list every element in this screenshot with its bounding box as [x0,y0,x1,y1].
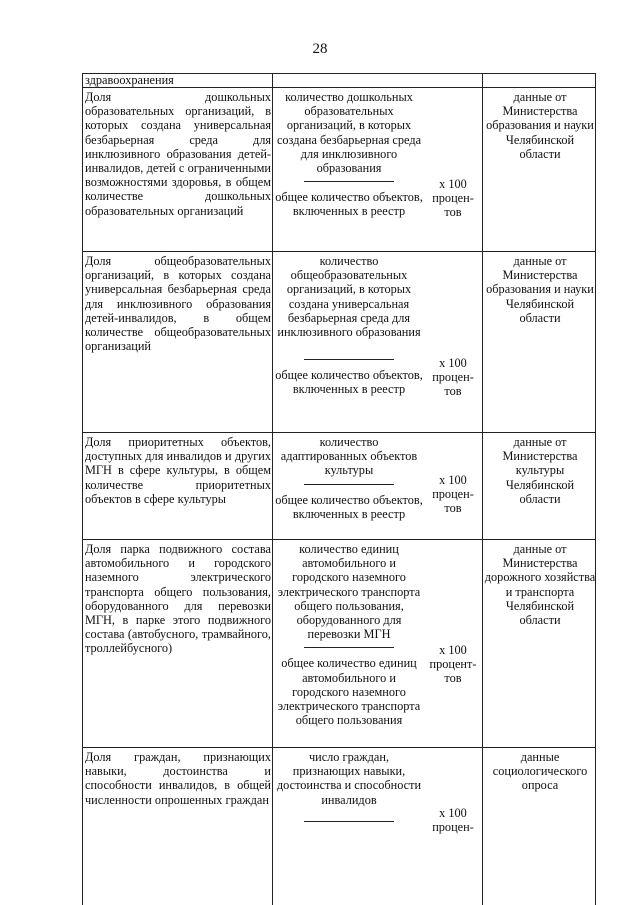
indicator-cell: Доля граждан, признающих навыки, достоинства и способности инвалидов, в общей численности опрошенных граждан [85,750,271,807]
fraction-line [304,821,394,822]
table-border-left [82,73,83,905]
source-cell: данные от Министерства дорожного хозяйства и транспорта Челябинской области [484,542,596,628]
formula-cell [274,750,424,830]
source-cell: данные от Министерства образования и науки Челябинской области [486,90,594,161]
multiplier-cell: х 100 процен-тов [432,473,474,516]
fraction-line [304,181,394,182]
indicator-cell: Доля приоритетных объектов, доступных для инвалидов и других МГН в сфере культуры, в общем количестве приоритетных объектов в сфере культуры [85,435,271,506]
page-number: 28 [312,41,328,57]
fraction-line [304,359,394,360]
multiplier-cell: х 100 процент-тов [429,643,477,686]
row-separator [82,251,596,252]
formula-numerator: количество общеобразовательных организаций, в которых создана универсальная безбарьерная среда для инклюзивного образования [277,254,421,340]
formula-denominator: общее количество объектов, включенных в реестр [275,368,423,397]
formula-cell [274,90,424,219]
indicator-cell: Доля общеобразовательных организаций, в которых создана универсальная безбарьерная среда для инклюзивного образования детей-инвалидов, в общем количестве общеобразовательных организаций [85,254,271,354]
formula-cell [274,542,424,727]
source-cell: данные от Министерства культуры Челябинской области [502,435,578,506]
fraction-line [304,484,394,485]
formula-numerator: число граждан, признающих навыки, достоинства и способности инвалидов [276,750,422,807]
formula-denominator: общее количество единиц автомобильного и городского наземного электрического транспорта общего пользования [277,656,421,728]
table-divider-2 [482,73,483,905]
row-separator [82,747,596,748]
indicator-cell: Доля дошкольных образовательных организаций, в которых создана универсальная безбарьерная среда для инклюзивного образования детей-инвалидов, детей с ограниченными возможностями здоровья, в общем количестве дошкольных образовательных организаций [85,90,271,218]
formula-numerator: количество адаптированных объектов культуры [280,435,418,478]
multiplier-cell: х 100 процен-тов [432,177,474,220]
formula-cell [274,254,424,397]
formula-numerator: количество единиц автомобильного и городского наземного электрического транспорта общего пользования, оборудованного для перевозки МГН [277,542,421,642]
formula-cell [274,435,424,521]
fraction-line [304,647,394,648]
row-separator [82,432,596,433]
formula-numerator: количество дошкольных образовательных организаций, в которых создана безбарьерная среда для инклюзивного образования [276,90,422,176]
table-divider-1 [272,73,273,905]
row-separator [82,539,596,540]
source-cell: данные от Министерства образования и науки Челябинской области [486,254,594,325]
multiplier-cell: х 100 процен-тов [432,356,474,399]
indicator-cell: Доля парка подвижного состава автомобильного и городского наземного электрического транспорта общего пользования, оборудованного для перевозки МГН, в парке этого подвижного состава (автобусного, трамвайного, троллейбусного) [85,542,271,656]
indicators-table [82,73,596,905]
formula-denominator: общее количество объектов, включенных в реестр [275,190,423,219]
continuation-cell: здравоохранения [85,73,174,87]
multiplier-cell: х 100 процен- [432,806,474,835]
formula-denominator: общее количество объектов, включенных в реестр [275,492,423,521]
source-cell: данные социологического опроса [492,750,588,793]
